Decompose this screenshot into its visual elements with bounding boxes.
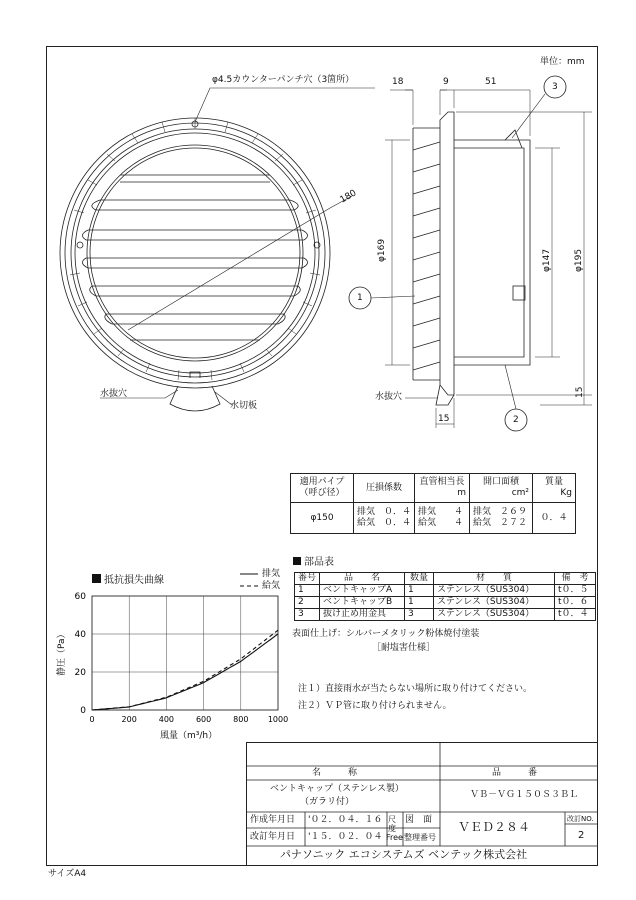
x-tick-label: 400 [158, 715, 175, 724]
spec-loss: 排気 ０．４ 給気 ０．４ [354, 503, 415, 534]
x-tick-label: 200 [121, 715, 137, 724]
spec-area: 排気 ２６９ 給気 ２７２ [470, 503, 533, 534]
dim-51: 51 [485, 77, 497, 87]
y-tick-label: 0 [80, 706, 86, 716]
tb-company: パナソニック エコシステムズ ベンテック株式会社 [280, 848, 528, 861]
tb-drawing-number: ＶＥＤ２８４ [458, 820, 531, 834]
spec-length: 排気 ４ 給気 ４ [415, 503, 470, 534]
front-drain-hole-label: 水抜穴 [100, 389, 128, 399]
paper-size-label: サイズA4 [48, 869, 87, 879]
parts-row: 3 抜け止め用金具 3 ステンレス（SUS304） t０．４ [295, 609, 596, 621]
unit-label: 単位：mm [540, 57, 585, 67]
callout-1-label: 1 [357, 293, 363, 303]
parts-row: 1 ベントキャップA 1 ステンレス（SUS304） t０．５ [295, 585, 596, 597]
spec-header-pipe: 適用パイプ （呼び径） [291, 474, 354, 503]
tb-name-label: 名 称 [312, 768, 358, 778]
dim-15-bottom: 15 [438, 414, 450, 424]
parts-header-remarks: 備 考 [555, 573, 596, 585]
y-tick-label: 40 [74, 630, 86, 640]
x-tick-label: 800 [233, 715, 249, 724]
tb-revised-label: 改訂年月日 [250, 832, 296, 842]
parts-row: 2 ベントキャップB 1 ステンレス（SUS304） t０．６ [295, 597, 596, 609]
dim-phi147: φ147 [542, 248, 552, 272]
tb-rev-label: 改訂NO. [567, 815, 594, 823]
side-drain-hole-label: 水抜穴 [375, 392, 403, 402]
tb-scale-value: Free [386, 833, 403, 842]
callout-2-label: 2 [513, 415, 519, 425]
spec-mass: ０．４ [533, 503, 576, 534]
chart-ylabel: 静圧（Pa） [57, 629, 67, 676]
tb-product-number: ＶＢ－ＶＧ１５０Ｓ３ＢＬ [470, 790, 579, 800]
dim-phi169: φ169 [377, 238, 387, 262]
dim-180: 180 [338, 188, 359, 206]
spec-header-area: 開口面積 cm² [470, 474, 533, 503]
y-tick-label: 60 [74, 592, 86, 602]
chart-title: 抵抗損失曲線 [104, 575, 164, 586]
finish-spec-note: ［耐塩害仕様］ [372, 643, 436, 653]
spec-pipe: φ150 [291, 503, 354, 534]
legend-exhaust: 排気 [262, 569, 281, 579]
tb-drawing-sub: 整理番号 [404, 833, 436, 842]
tb-scale-label: 尺 度 [388, 815, 404, 833]
tb-rev-value: 2 [578, 830, 585, 841]
legend-supply: 給気 [262, 581, 281, 591]
dim-18: 18 [392, 77, 404, 87]
spec-header-length: 直管相当長 m [415, 474, 470, 503]
parts-header-material: 材 質 [434, 573, 555, 585]
water-cut-plate-label: 水切板 [230, 401, 258, 411]
chart-xlabel: 風量（m³/h） [160, 731, 218, 741]
tb-product-name: ベントキャップ（ステンレス製） [270, 784, 404, 794]
dim-phi195: φ195 [574, 248, 584, 272]
callout-3-label: 3 [552, 82, 558, 92]
tb-created-label: 作成年月日 [250, 815, 296, 825]
finish-note: 表面仕上げ：シルバーメタリック粉体焼付塗装 [292, 629, 480, 639]
parts-header-no: 番号 [295, 573, 320, 585]
x-tick-label: 0 [89, 715, 95, 724]
spec-header-mass: 質量 Kg [533, 474, 576, 503]
dim-9: 9 [443, 77, 449, 87]
parts-title: 部品表 [304, 557, 334, 568]
tb-created-date: '０２．０４．１６ [308, 815, 383, 825]
note-1: 注１）直接雨水が当たらない場所に取り付けてください。 [298, 684, 533, 694]
note-2: 注２）ＶＰ管に取り付けられません。 [298, 701, 452, 711]
y-tick-label: 20 [74, 668, 86, 678]
spec-header-loss: 圧損係数 [354, 474, 415, 503]
tb-revised-date: '１５．０２．０４ [308, 832, 383, 842]
parts-header-name: 品 名 [320, 573, 405, 585]
tb-drawing-label: 図 面 [405, 815, 433, 825]
counter-punch-note: φ4.5カウンターパンチ穴（3箇所） [212, 75, 355, 85]
tb-product-sub: （ガラリ付） [300, 797, 355, 807]
tb-number-label: 品 番 [492, 768, 538, 778]
dim-15-right: 15 [575, 386, 585, 398]
x-tick-label: 600 [195, 715, 212, 724]
parts-header-qty: 数量 [405, 573, 434, 585]
x-tick-label: 1000 [267, 715, 289, 724]
